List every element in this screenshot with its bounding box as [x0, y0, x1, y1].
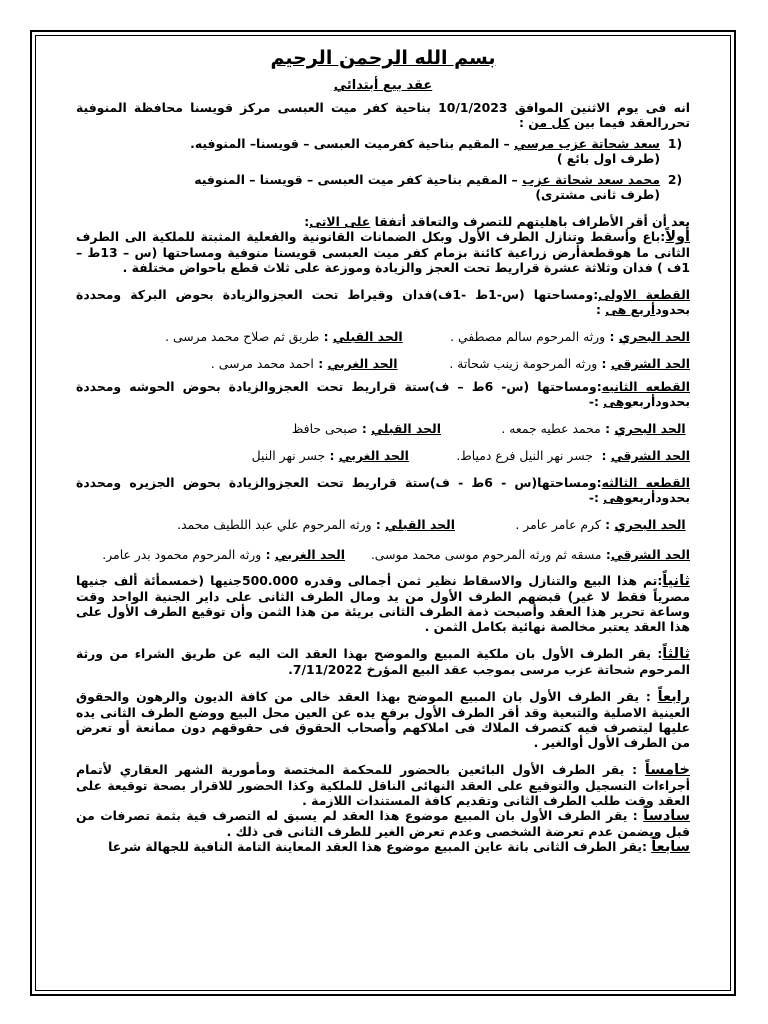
north-bound: ورثه المرحوم سالم مصطفي . — [450, 329, 606, 344]
party-name: محمد سعد شحاتة عزب — [522, 172, 660, 187]
north-bound-label: الحد البحري — [618, 329, 690, 344]
page-border-inner — [35, 35, 731, 991]
plot-desc: ومساحتها(س - 6ط - ف)ستة قراريط تحت العجزوالزيادة بحوض الجزيره ومحددة بحدودأربع — [76, 475, 690, 505]
plot-3-description: القطعه الثالثه:ومساحتها(س - 6ط - ف)ستة قراريط تحت العجزوالزيادة بحوض الجزيره ومحددة بحدودأربعوهى :- — [76, 475, 690, 505]
plot-desc-underlined: أربع هى — [605, 302, 656, 317]
east-bound: مسقه ثم ورثه المرحوم موسى محمد موسى. — [370, 547, 602, 562]
party-role: (طرف اول بائع ) — [556, 151, 660, 166]
plot-desc: ومساحتها (س-1ط -1ف)فدان وقيراط تحت العجزوالزيادة بحوض البركة ومحددة بحدود — [76, 287, 690, 317]
clause-label: أولاً — [665, 229, 690, 245]
plot-label: القطعه الثالثه — [601, 475, 690, 490]
west-bound-label: الحد الغربي — [274, 547, 345, 562]
north-bound: محمد عطيه جمعه . — [501, 421, 601, 436]
clause-label: رابعاً — [657, 689, 690, 705]
south-bound: ورثه المرحوم علي عبد اللطيف محمد. — [177, 517, 372, 532]
agreement-intro: بعد أن أقر الأطراف باهليتهم للتصرف والتعاقد أتفقا على الاتى: — [304, 214, 690, 229]
clause-label: ثانياً — [662, 573, 690, 589]
north-bound-label: الحد البحري — [614, 421, 686, 436]
clause-first: أولاً:باع وأسقط وتنازل الطرف الأول وبكل الضمانات القانونية والفعلية المثبتة للملكية الى الطرف الثانى ما هوقطعةأرض زراعية كائنة بزمام كفر ميت العبسى قويسنا منوفية ومساحتها (س – 13ط – 1ف ) فدان وثلاثة عشرة قراريط تحت العجز والزيادة وموزعة على ثلاث قطع باحواض مختلفة . — [76, 229, 690, 275]
east-bound-label: الحد الشرقي — [610, 356, 690, 371]
clause-label: خامساً — [644, 762, 690, 778]
plot-2-description: القطعه الثانيه:ومساحتها (س- 6ط – ف)ستة قراريط تحت العجزوالزيادة بحوض الحوشه ومحددة بحدودأربعوهى :- — [76, 379, 690, 409]
plot-1-bounds-a: الحد البحري : ورثه المرحوم سالم مصطفي . الحد القبلي : طريق ثم صلاح محمد مرسى . — [165, 329, 690, 344]
plot-3-bounds-a: الحد البحري : كرم عامر عامر . الحد القبلي : ورثه المرحوم علي عبد اللطيف محمد. — [177, 517, 686, 532]
clause-text: يقر الطرف الأول بان ملكية المبيع والموضح بهذا العقد الت اليه عن طريق الشراء من ورثة المرحوم شحاتة عزب مرسى بموجب عقد البيع المؤرخ 7/11/2022. — [76, 646, 690, 677]
plot-2-bounds-a: الحد البحري : محمد عطيه جمعه . الحد القبلي : صبحى حافظ — [291, 421, 686, 436]
west-bound: ورثه المرحوم محمود بدر عامر. — [102, 547, 262, 562]
party-role: (طرف ثانى مشترى) — [535, 187, 660, 202]
clause-text: يقر الطرف الأول البائعين بالحضور للمحكمة المختصة ومأمورية الشهر العقاري لأتمام أجراءات التسجيل والتوقيع على العقد النهائى الناقل للملكية وكذا الحضور للاقرار بصحة توقيعة على العقد وقت طلب الطرف الثانى وتقديم كافة المستندات اللازمة . — [76, 762, 690, 808]
plot-desc-underlined: وهى — [603, 490, 633, 505]
west-bound-label: الحد الغربي — [338, 448, 409, 463]
south-bound-label: الحد القبلي — [385, 517, 455, 532]
plot-desc-underlined: وهى — [603, 394, 633, 409]
west-bound: احمد محمد مرسى . — [210, 356, 314, 371]
north-bound: كرم عامر عامر . — [515, 517, 601, 532]
clause-text: يقر الطرف الثانى بانة عاين المبيع موضوع هذا العقد المعاينة التامة النافية للجهالة شرعا — [108, 839, 642, 854]
south-bound-label: الحد القبلي — [332, 329, 403, 344]
clause-text: يقر الطرف الأول بان المبيع الموضح بهذا العقد خالى من كافة الديون والرهون والحقوق العينية الاصلية والتبعية وقد أقر الطرف الأول برفع يده عن العين محل البيع ووضع الطرف الثانى يده عليها ليتصرف فيه كتصرف الملاك فى املاكهم وأصحاب الحقوق فى حقوقهم دون ممانعة أو تعرض من الطرف الأول أوالغير . — [76, 689, 690, 750]
north-bound-label: الحد البحري — [614, 517, 686, 532]
party-number: (1 — [667, 136, 683, 151]
west-bound: جسر نهر النيل — [251, 448, 326, 463]
plot-3-bounds-b: الحد الشرقي: مسقه ثم ورثه المرحوم موسى محمد موسى. الحد الغربي : ورثه المرحوم محمود بدر عامر. — [102, 547, 690, 562]
clause-text: باع وأسقط وتنازل الطرف الأول وبكل الضمانات القانونية والفعلية المثبتة للملكية الى الطرف الثانى ما هوقطعةأرض زراعية كائنة بزمام كفر ميت العبسى قويسنا منوفية ومساحتها (س – 13ط – 1ف ) فدان وثلاثة عشرة قراريط تحت العجز والزيادة وموزعة على ثلاث قطع باحواض مختلفة . — [76, 229, 690, 275]
clause-second: ثانياً:تم هذا البيع والتنازل والاسقاط نظير ثمن أجمالى وقدره 500.000جنيها (خمسمأئة ألف جنيها مصرياً فقط لا غير) قبضهم الطرف الأول من يد ومال الطرف الثانى على داير الجنية الواحد وقت وساعة تحرير هذا العقد وأصبحت ذمة الطرف الثانى بريئة من هذا الثمن وأن توقيع الطرف الأول على هذا العقد يعتبر مخالصة نهائية بكامل الثمن . — [76, 573, 690, 634]
south-bound: صبحى حافظ — [291, 421, 358, 436]
intro-text: انه فى يوم الاثنين الموافق 10/1/2023 بناحية كفر ميت العبسى مركز قويسنا محافظة المنوفية تحررالعقد فيما بين — [76, 100, 691, 130]
clause-label: سابعاً — [651, 839, 690, 855]
clause-third: ثالثاً: يقر الطرف الأول بان ملكية المبيع والموضح بهذا العقد الت اليه عن طريق الشراء من ورثة المرحوم شحاتة عزب مرسى بموجب عقد البيع المؤرخ 7/11/2022. — [76, 646, 690, 677]
party-name: سعد شحاتة عزب مرسي — [514, 136, 660, 151]
plot-1-description: القطعة الاولى:ومساحتها (س-1ط -1ف)فدان وقيراط تحت العجزوالزيادة بحوض البركة ومحددة بحدودأربع هى : — [76, 287, 690, 317]
clause-text: تم هذا البيع والتنازل والاسقاط نظير ثمن أجمالى وقدره 500.000جنيها (خمسمأئة ألف جنيها مصرياً فقط لا غير) قبضهم الطرف الأول من يد ومال الطرف الثانى على داير الجنية الواحد وقت وساعة تحرير هذا العقد وأصبحت ذمة الطرف الثانى بريئة من هذا الثمن وأن توقيع الطرف الأول على هذا العقد يعتبر مخالصة نهائية بكامل الثمن . — [76, 573, 690, 634]
clause-label: سادساً — [643, 808, 691, 824]
agreement-intro-underlined: على الاتى — [309, 214, 371, 229]
clause-label: ثالثاً — [662, 646, 690, 662]
party-2 — [76, 172, 690, 202]
party-details: – المقيم بناحية كفر ميت العبسى – قويسنا – المنوفيه — [194, 172, 518, 187]
south-bound: طريق ثم صلاح محمد مرسى . — [165, 329, 320, 344]
party-details: – المقيم بناحية كفرميت العبسى – قويسنا– المنوفيه. — [190, 136, 510, 151]
clause-seventh: سابعاً :يقر الطرف الثانى بانة عاين المبيع موضوع هذا العقد المعاينة التامة النافية للجهالة شرعا — [108, 839, 690, 855]
contract-title: عقد بيع أبتدائي — [333, 78, 433, 93]
intro-kol: كل من — [528, 115, 570, 130]
agreement-intro-text: بعد أن أقر الأطراف باهليتهم للتصرف والتعاقد أتفقا — [374, 214, 690, 229]
east-bound-label: الحد الشرقي — [610, 448, 690, 463]
south-bound-label: الحد القبلي — [371, 421, 441, 436]
plot-label: القطعة الاولى — [598, 287, 690, 302]
plot-desc: ومساحتها (س- 6ط – ف)ستة قراريط تحت العجزوالزيادة بحوض الحوشه ومحددة بحدودأربع — [76, 379, 690, 409]
clause-fourth: رابعاً : يقر الطرف الأول بان المبيع الموضح بهذا العقد خالى من كافة الديون والرهون والحقوق العينية الاصلية والتبعية وقد أقر الطرف الأول برفع يده عن العين محل البيع ووضع الطرف الثانى يده عليها ليتصرف فيه كتصرف الملاك فى املاكهم وأصحاب الحقوق فى حقوقهم دون ممانعة أو تعرض من الطرف الأول أوالغير . — [76, 689, 690, 750]
party-number: (2 — [667, 172, 683, 187]
clause-sixth: سادساً : يقر الطرف الأول بان المبيع موضوع هذا العقد لم يسبق له التصرف فية بثمة تصرفات من قبل ويضمن عدم تعرضة الشخصى وعدم تعرض الغير للطرف الثانى فى ذلك . — [76, 808, 691, 839]
party-1 — [76, 136, 690, 166]
clause-fifth: خامساً : يقر الطرف الأول البائعين بالحضور للمحكمة المختصة ومأمورية الشهر العقاري لأتمام أجراءات التسجيل والتوقيع على العقد النهائى الناقل للملكية وكذا الحضور للاقرار بصحة توقيعة على العقد وقت طلب الطرف الثانى وتقديم كافة المستندات اللازمة . — [76, 762, 690, 808]
plot-1-bounds-b: الحد الشرقي : ورثه المرحومة زينب شحاتة . الحد الغربي : احمد محمد مرسى . — [210, 356, 690, 371]
contract-body — [36, 36, 730, 855]
east-bound: ورثه المرحومة زينب شحاتة . — [449, 356, 598, 371]
basmala-heading: بسم الله الرحمن الرحيم — [270, 47, 496, 69]
intro-paragraph: انه فى يوم الاثنين الموافق 10/1/2023 بناحية كفر ميت العبسى مركز قويسنا محافظة المنوفية تحررالعقد فيما بين كل من : — [76, 100, 691, 130]
east-bound: جسر نهر النيل فرع دمياط. — [456, 448, 593, 463]
plot-2-bounds-b: الحد الشرقي : جسر نهر النيل فرع دمياط. الحد الغربي : جسر نهر النيل — [251, 448, 690, 463]
plot-label: القطعه الثانيه — [601, 379, 690, 394]
clause-text: يقر الطرف الأول بان المبيع موضوع هذا العقد لم يسبق له التصرف فية بثمة تصرفات من قبل ويضمن عدم تعرضة الشخصى وعدم تعرض الغير للطرف الثانى فى ذلك . — [76, 808, 690, 839]
east-bound-label: الحد الشرقي — [610, 547, 690, 562]
west-bound-label: الحد الغربي — [327, 356, 398, 371]
